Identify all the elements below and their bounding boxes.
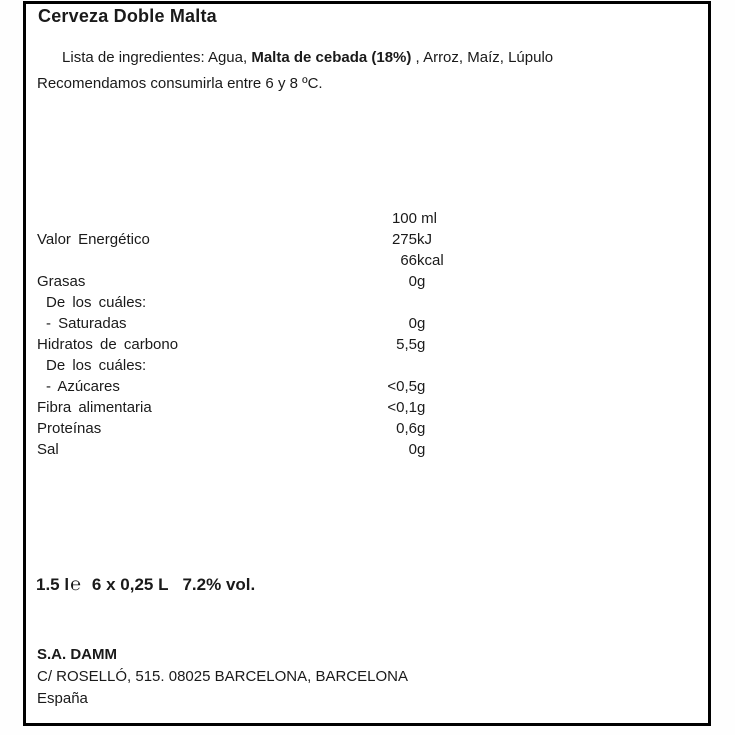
nutrition-label: - Azúcares — [46, 378, 120, 395]
nutrition-row — [37, 397, 477, 418]
nutrition-label: Grasas — [37, 273, 86, 290]
nutrition-row — [37, 229, 477, 250]
nutrition-value-unit: g — [417, 273, 426, 290]
nutrition-value-unit: kcal — [417, 252, 444, 269]
nutrition-value-unit: g — [417, 336, 426, 353]
nutrition-header-unit: ml — [417, 210, 437, 227]
nutrition-row — [37, 334, 477, 355]
nutrition-label: Hidratos de carbono — [37, 336, 179, 353]
nutrition-label: Sal — [37, 441, 59, 458]
nutrition-row — [37, 292, 477, 313]
nutrition-value-unit: g — [417, 399, 426, 416]
producer-name: S.A. DAMM — [37, 646, 117, 663]
nutrition-row — [37, 418, 477, 439]
nutrition-header-number: 100 — [391, 210, 417, 227]
net-quantity: 1.5 l — [36, 575, 70, 594]
nutrition-value-unit: g — [417, 378, 426, 395]
nutrition-header-row — [37, 208, 477, 229]
nutrition-value-unit: g — [417, 315, 426, 332]
ingredients-highlight: Malta de cebada (18%) — [251, 49, 412, 66]
nutrition-label: De los cuáles: — [46, 357, 147, 374]
nutrition-value-number: 5,5 — [396, 336, 417, 353]
nutrition-row — [37, 376, 477, 397]
producer-country: España — [37, 690, 88, 707]
nutrition-value-number: 0,6 — [396, 420, 417, 437]
nutrition-row — [37, 313, 477, 334]
nutrition-value-number: 275 — [391, 231, 417, 248]
alcohol-volume: 7.2% vol. — [182, 575, 256, 594]
producer-block — [37, 644, 408, 710]
nutrition-label: Valor Energético — [37, 231, 150, 248]
nutrition-rows-container — [37, 229, 477, 460]
ingredients-prefix: Lista de ingredientes: Agua, — [62, 49, 252, 66]
nutrition-row — [37, 250, 477, 271]
quantity-line — [36, 574, 255, 595]
nutrition-value-number: 0 — [408, 441, 417, 458]
nutrition-label: - Saturadas — [46, 315, 127, 332]
nutrition-row — [37, 439, 477, 460]
nutrition-value-unit: g — [417, 420, 426, 437]
nutrition-value-number: 0 — [408, 315, 417, 332]
nutrition-label: De los cuáles: — [46, 294, 147, 311]
nutrition-value-unit: g — [417, 441, 426, 458]
estimated-sign: ℮ — [70, 574, 81, 594]
nutrition-row — [37, 355, 477, 376]
serving-note: Recomendamos consumirla entre 6 y 8 ºC. — [37, 75, 323, 92]
nutrition-value-number: <0,5 — [387, 378, 417, 395]
nutrition-value-number: 66 — [400, 252, 417, 269]
nutrition-label: Proteínas — [37, 420, 102, 437]
nutrition-table — [37, 208, 477, 460]
nutrition-value-number: 0 — [408, 273, 417, 290]
ingredients-suffix: , Arroz, Maíz, Lúpulo — [411, 49, 554, 66]
producer-address: C/ ROSELLÓ, 515. 08025 BARCELONA, BARCELONA — [37, 668, 408, 685]
nutrition-row — [37, 271, 477, 292]
nutrition-value-unit: kJ — [417, 231, 432, 248]
pack-format: 6 x 0,25 L — [91, 575, 169, 594]
nutrition-label: Fibra alimentaria — [37, 399, 152, 416]
label-border-frame — [23, 1, 711, 726]
product-title: Cerveza Doble Malta — [38, 6, 217, 26]
nutrition-value-number: <0,1 — [387, 399, 417, 416]
